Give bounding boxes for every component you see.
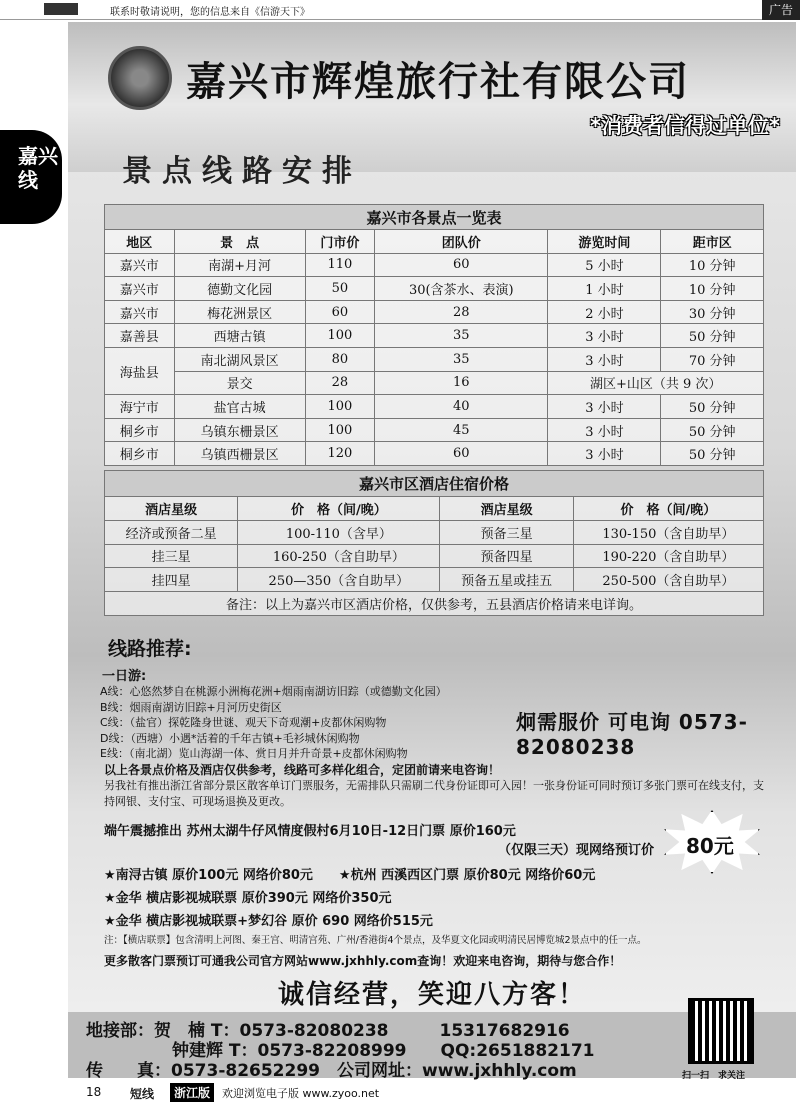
col-header: 门市价 [305,230,375,254]
cell: 190-220（含自助早） [573,544,763,568]
col-header: 景 点 [174,230,305,254]
promo-tag: 端午震撼推出 [104,824,183,839]
section-label: 短线 [130,1087,155,1101]
section-title: 景点线路安排 [122,154,362,189]
cell: 预备五星或挂五 [440,568,573,592]
hotels-caption: 嘉兴市区酒店住宿价格 [105,471,764,497]
table-row [105,324,764,348]
cell: 160-250（含自助早） [238,544,440,568]
ad-label: 广告 [762,0,800,20]
deal-item: ★南浔古镇 原价100元 网络价80元 ★杭州 西溪西区门票 原价80元 网络价60元 [104,868,596,883]
promo-price: 80元 [686,834,734,858]
region-tab: 嘉兴线 [0,130,62,224]
cell: 海盐县 [105,347,175,394]
cell: 乌镇西栅景区 [174,442,305,466]
cell: 100 [305,395,375,419]
cell: 3 小时 [548,442,661,466]
promo-block [104,820,764,858]
cell: 湖区+山区（共 9 次） [548,371,764,395]
routes-title: 线路推荐: [108,638,192,660]
cell: 3 小时 [548,324,661,348]
cell: 100-110（含早） [238,520,440,544]
cell: 嘉兴市 [105,300,175,324]
attractions-table [104,204,764,466]
cell: 1 小时 [548,277,661,301]
qr-caption: 扫一扫 求关注 [682,1071,746,1081]
page-footer [0,1082,800,1102]
cell: 45 [375,418,548,442]
deal-item: ★金华 横店影视城联票 原价390元 网络价350元 [104,891,392,906]
table-row [105,418,764,442]
col-header: 团队价 [375,230,548,254]
advertisement [68,22,796,1081]
cell: 景交 [174,371,305,395]
cell: 挂三星 [105,544,238,568]
table-row [105,442,764,466]
cell: 经济或预备二星 [105,520,238,544]
cell: 60 [305,300,375,324]
page-number: 18 [86,1085,102,1099]
col-header: 距市区 [661,230,764,254]
cell: 预备四星 [440,544,573,568]
cell: 盐官古城 [174,395,305,419]
deals-list [104,864,764,933]
cell: 预备三星 [440,520,573,544]
day-trip-label: 一日游: [102,669,147,684]
contact-row: 地接部：贺 楠 T：0573-82080238 15317682916 [86,1021,570,1041]
cell: 桐乡市 [105,442,175,466]
cell: 130-150（含自助早） [573,520,763,544]
cell: 3 小时 [548,347,661,371]
publication-logo [44,3,78,15]
table-row [105,544,764,568]
promo-text: 苏州太湖牛仔风情度假村6月10日-12日门票 原价160元 [186,824,516,839]
cell: 100 [305,418,375,442]
cell: 60 [375,442,548,466]
cell: 乌镇东栅景区 [174,418,305,442]
cell: 120 [305,442,375,466]
cell: 10 分钟 [661,277,764,301]
notice-block [104,762,764,810]
hotels-table [104,470,764,616]
cell: 30(含茶水、表演) [375,277,548,301]
table-row [105,277,764,301]
table-row [105,520,764,544]
hotels-note: 备注：以上为嘉兴市区酒店价格，仅供参考，五县酒店价格请来电详询。 [105,592,764,616]
route-line: E线：（南北湖）览山海湖一体、赏日月并升奇景+皮都休闲购物 [100,747,408,760]
hengdian-note: 注：【横店联票】包含清明上河图、秦王宫、明清宫苑、广州/香港街4个景点，及华夏文化园或明清民居博览城2景点中的任一点。 [104,935,647,946]
qr-code-icon [688,998,754,1064]
cell: 挂四星 [105,568,238,592]
table-row [105,568,764,592]
cell: 100 [305,324,375,348]
trusted-slogan: *消费者信得过单位* [590,114,780,138]
table-row [105,395,764,419]
cell: 110 [305,253,375,277]
cell: 80 [305,347,375,371]
cell: 3 小时 [548,395,661,419]
contact-row: 传 真：0573-82652299 公司网址：www.jxhhly.com [86,1061,577,1081]
booking-phone: 炯需服价 可电询 0573-82080238 [516,710,748,759]
cell: 嘉兴市 [105,253,175,277]
route-line: D线：（西塘）小遇*活着的千年古镇+毛衫城休闲购物 [100,731,360,745]
cell: 50 [305,277,375,301]
attractions-caption: 嘉兴市各景点一览表 [105,205,764,230]
cell: 德勤文化园 [174,277,305,301]
cell: 桐乡市 [105,418,175,442]
cell: 40 [375,395,548,419]
route-line: C线：（盐官）探乾隆身世谜、观天下奇观潮+皮都休闲购物 [100,716,387,729]
deal-item: ★金华 横店影视城联票+梦幻谷 原价 690 网络价515元 [104,914,433,929]
cell: 28 [375,300,548,324]
cell: 35 [375,347,548,371]
cell: 嘉兴市 [105,277,175,301]
cell: 梅花洲景区 [174,300,305,324]
cell: 南北湖风景区 [174,347,305,371]
cell: 5 小时 [548,253,661,277]
col-header: 价 格（间/晚） [238,497,440,521]
cell: 60 [375,253,548,277]
website-notice: 更多散客门票预订可通我公司官方网站www.jxhhly.com查询！欢迎来电咨询，期待与您合作！ [104,954,622,968]
cell: 3 小时 [548,418,661,442]
col-header: 酒店星级 [105,497,238,521]
cell: 35 [375,324,548,348]
cell: 50 分钟 [661,395,764,419]
col-header: 价 格（间/晚） [573,497,763,521]
website-link: 欢迎浏览电子版 www.zyoo.net [222,1087,380,1100]
col-header: 游览时间 [548,230,661,254]
company-name: 嘉兴市辉煌旅行社有限公司 [186,59,690,105]
cell: 50 分钟 [661,418,764,442]
contact-row: 钟建辉 T：0573-82208999 QQ:2651882171 [172,1041,595,1061]
cell: 50 分钟 [661,442,764,466]
cell: 西塘古镇 [174,324,305,348]
table-row [105,347,764,371]
slogan: 诚信经营，笑迎八方客！ [277,980,586,1010]
cell: 嘉善县 [105,324,175,348]
price-warning: 以上各景点价格及酒店仅供参考，线路可多样化组合，定团前请来电咨询！ [104,763,501,777]
cell: 250—350（含自助早） [238,568,440,592]
cell: 70 分钟 [661,347,764,371]
cell: 南湖+月河 [174,253,305,277]
cell: 250-500（含自助早） [573,568,763,592]
cell: 50 分钟 [661,324,764,348]
cell: 28 [305,371,375,395]
route-line: B线：烟雨南湖访旧踪+月河历史街区 [100,700,282,714]
region-badge: 浙江版 [170,1083,214,1102]
col-header: 酒店星级 [440,497,573,521]
cell: 10 分钟 [661,253,764,277]
route-line: A线：心悠然梦自在桃源小洲梅花洲+烟雨南湖访旧踪（或德勤文化园） [100,685,447,698]
col-header: 地区 [105,230,175,254]
cell: 海宁市 [105,395,175,419]
top-bar [0,0,800,20]
cell: 16 [375,371,548,395]
cell: 2 小时 [548,300,661,324]
ticket-service-text: 另我社有推出浙江省部分景区散客单订门票服务，无需排队只需刷二代身份证即可入园！一张身份证可同时预订多张门票可在线支付，支持网银、支付宝、可现场退换及更改。 [104,779,764,808]
promo-text-2: （仅限三天）现网络预订价 [497,843,654,858]
cell: 30 分钟 [661,300,764,324]
table-row [105,253,764,277]
source-notice: 联系时敬请说明，您的信息来自《信游天下》 [110,7,310,18]
table-row [105,371,764,395]
company-emblem-icon [108,46,172,110]
table-row [105,300,764,324]
